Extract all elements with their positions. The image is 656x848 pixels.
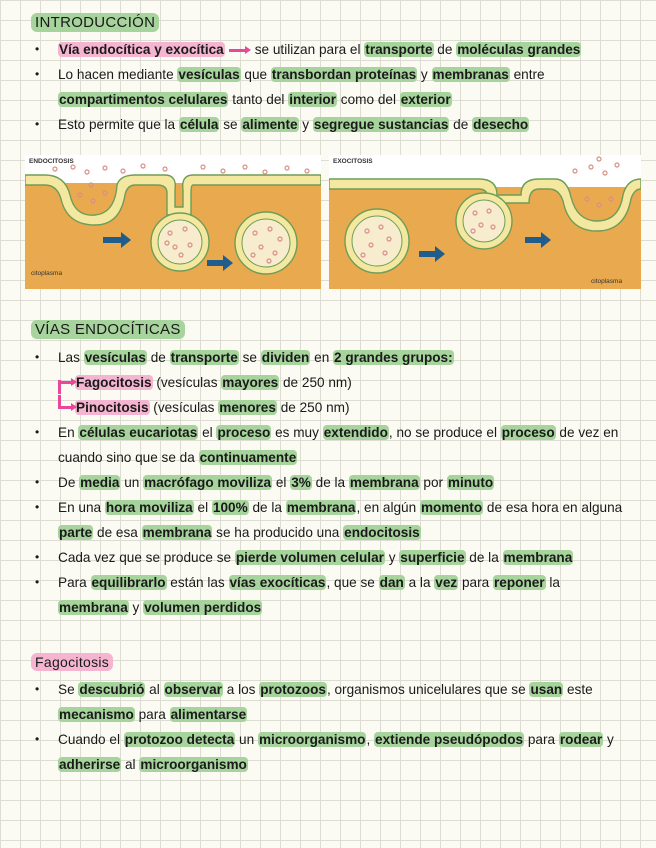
endocytosis-title: ENDOCITOSIS: [29, 158, 74, 165]
endocytosis-figure: [25, 155, 321, 289]
exocytosis-title: EXOCITOSIS: [333, 158, 373, 165]
cytoplasm-label: citoplasma: [591, 278, 623, 285]
exocytosis-illustration: [329, 155, 641, 289]
list-item: • Se descubrió al observar a los protozoos, organismos unicelulares que se usan este mecanismo para alimentarse: [33, 677, 633, 727]
list-item: • Para equilibrarlo están las vías exocíticas, que se dan a la vez para reponer la membrana y volumen perdidos: [33, 570, 633, 620]
list-item: • En una hora moviliza el 100% de la membrana, en algún momento de esa hora en alguna parte de esa membrana se ha producido una endocitosis: [33, 495, 633, 545]
list-item: • En células eucariotas el proceso es muy extendido, no se produce el proceso de vez en cuando sino que se da continuamente: [33, 420, 633, 470]
intro-list: [33, 37, 633, 137]
list-item: • Las vesículas de transporte se dividen en 2 grandes grupos:: [33, 345, 633, 370]
cytoplasm-label: citoplasma: [31, 270, 63, 277]
intro-heading: INTRODUCCIÓN: [31, 13, 159, 32]
arrow-right-icon: [229, 45, 251, 55]
list-item: • Esto permite que la célula se alimente y segregue sustancias de desecho: [33, 112, 633, 137]
list-item: • Cada vez que se produce se pierde volumen celular y superficie de la membrana: [33, 545, 633, 570]
list-item: • De media un macrófago moviliza el 3% de la membrana por minuto: [33, 470, 633, 495]
vias-list: [33, 345, 633, 620]
list-item: • Lo hacen mediante vesículas que transbordan proteínas y membranas entre compartimentos celulares tanto del interior como del exterior: [33, 62, 633, 112]
exocytosis-figure: [329, 155, 641, 289]
list-item: Pinocitosis (vesículas menores de 250 nm): [33, 395, 633, 420]
list-item: • Cuando el protozoo detecta un microorganismo, extiende pseudópodos para rodear y adherirse al microorganismo: [33, 727, 633, 777]
fagocitosis-heading: Fagocitosis: [31, 653, 113, 671]
endocytosis-illustration: [25, 155, 321, 289]
list-item: Fagocitosis (vesículas mayores de 250 nm): [33, 370, 633, 395]
arrow-right-icon: [58, 406, 74, 409]
arrow-right-icon: [58, 381, 74, 384]
fagocitosis-list: [33, 677, 633, 777]
vias-heading: VÍAS ENDOCÍTICAS: [31, 320, 185, 339]
list-item: • Vía endocítica y exocítica se utilizan para el transporte de moléculas grandes: [33, 37, 633, 62]
